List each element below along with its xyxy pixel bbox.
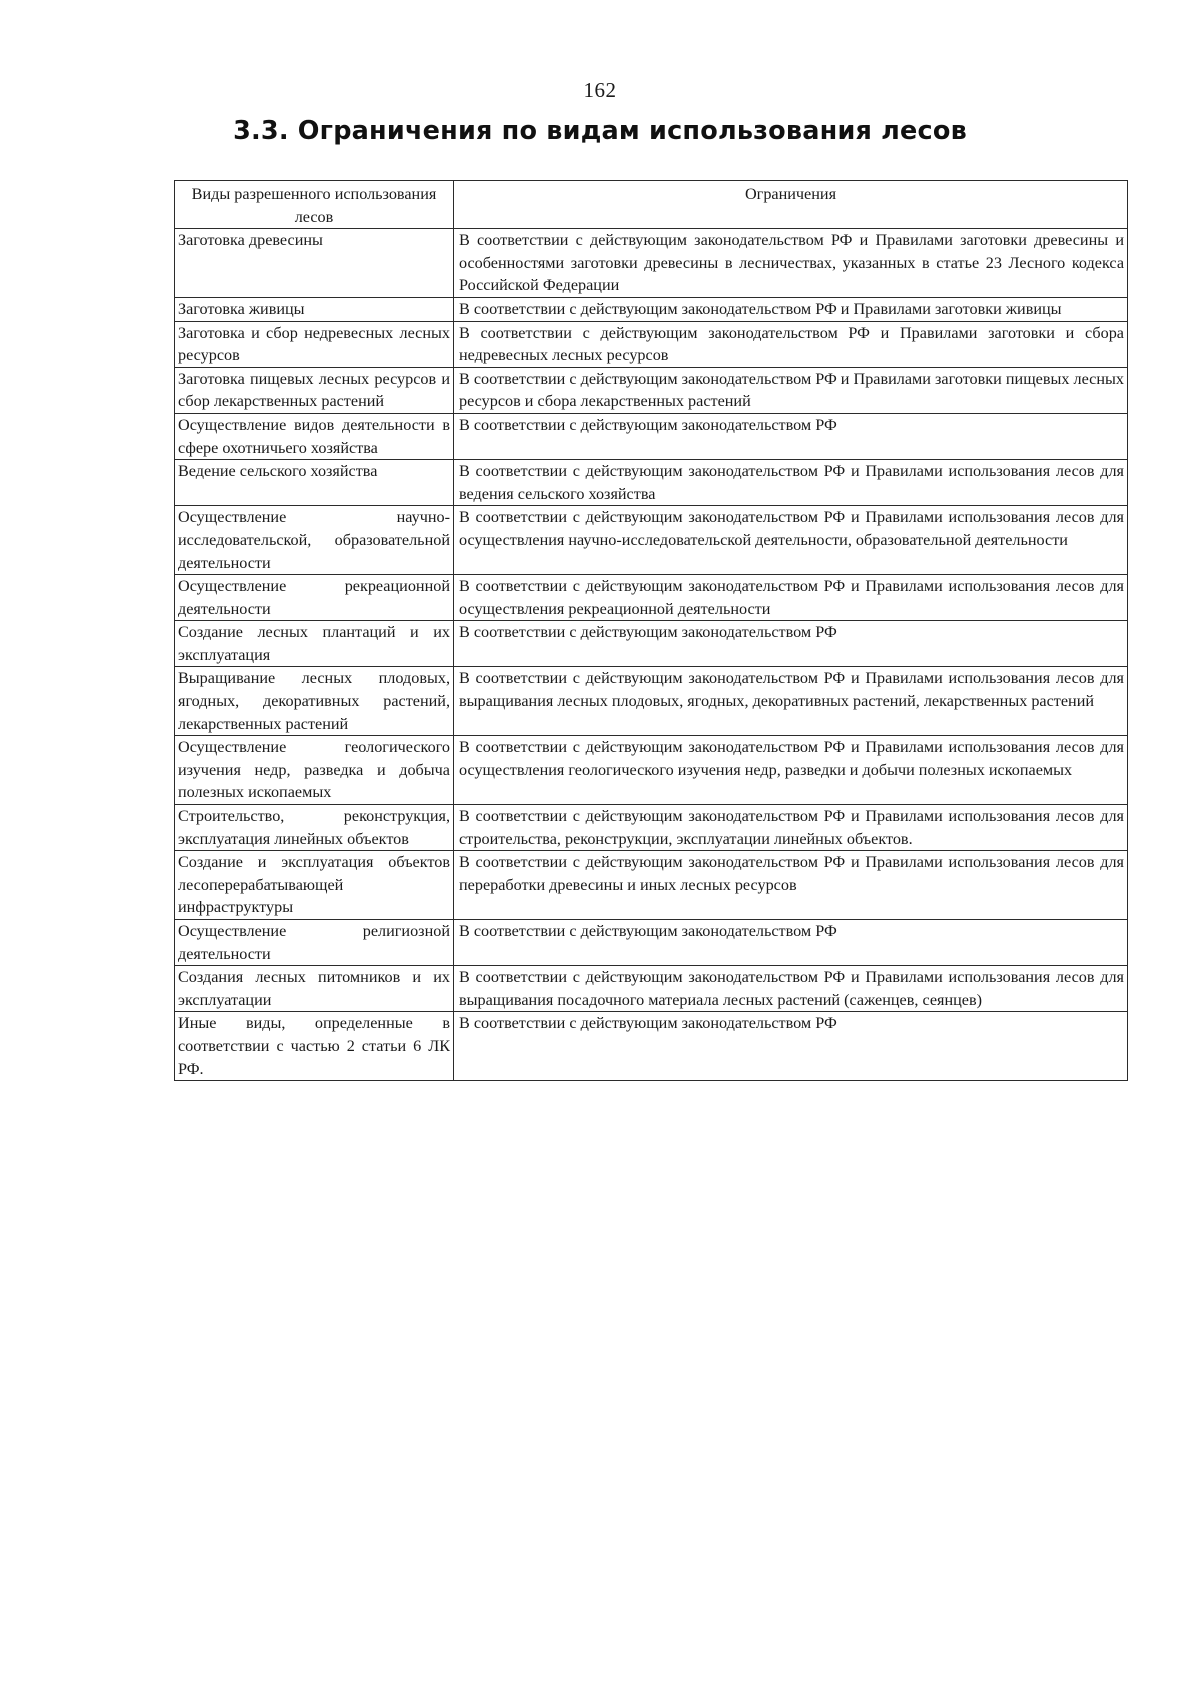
restriction-cell: В соответствии с действующим законодательством РФ и Правилами использования лесов для выращивания лесных плодовых, ягодных, декоративных растений, лекарственных растений <box>454 667 1128 736</box>
restriction-cell: В соответствии с действующим законодательством РФ <box>454 413 1128 459</box>
use-type-cell: Ведение сельского хозяйства <box>175 460 454 506</box>
restriction-cell: В соответствии с действующим законодательством РФ и Правилами заготовки живицы <box>454 297 1128 321</box>
restriction-cell: В соответствии с действующим законодательством РФ и Правилами использования лесов для осуществления геологического изучения недр, разведки и добычи полезных ископаемых <box>454 736 1128 805</box>
table-row <box>175 1012 1128 1081</box>
restriction-cell: В соответствии с действующим законодательством РФ <box>454 1012 1128 1081</box>
table-row <box>175 667 1128 736</box>
table-body <box>175 229 1128 1081</box>
header-use-type: Виды разрешенного использования лесов <box>175 181 454 229</box>
page-title: 3.3. Ограничения по видам использования лесов <box>233 116 967 146</box>
table-row <box>175 805 1128 851</box>
table-row <box>175 575 1128 621</box>
table-row <box>175 413 1128 459</box>
restriction-cell: В соответствии с действующим законодательством РФ и Правилами заготовки древесины и особенностями заготовки древесины в лесничествах, указанных в статье 23 Лесного кодекса Российской Федерации <box>454 229 1128 298</box>
restriction-cell: В соответствии с действующим законодательством РФ и Правилами использования лесов для выращивания посадочного материала лесных растений (саженцев, сеянцев) <box>454 966 1128 1012</box>
table-row <box>175 367 1128 413</box>
restriction-cell: В соответствии с действующим законодательством РФ и Правилами заготовки пищевых лесных ресурсов и сбора лекарственных растений <box>454 367 1128 413</box>
use-type-cell: Заготовка древесины <box>175 229 454 298</box>
restriction-cell: В соответствии с действующим законодательством РФ <box>454 920 1128 966</box>
restriction-cell: В соответствии с действующим законодательством РФ и Правилами использования лесов для осуществления научно-исследовательской деятельности, образовательной деятельности <box>454 506 1128 575</box>
restriction-cell: В соответствии с действующим законодательством РФ и Правилами использования лесов для строительства, реконструкции, эксплуатации линейных объектов. <box>454 805 1128 851</box>
restrictions-table <box>174 180 1128 1081</box>
use-type-cell: Осуществление геологического изучения недр, разведка и добыча полезных ископаемых <box>175 736 454 805</box>
restriction-cell: В соответствии с действующим законодательством РФ и Правилами использования лесов для осуществления рекреационной деятельности <box>454 575 1128 621</box>
header-restriction: Ограничения <box>454 181 1128 229</box>
use-type-cell: Осуществление рекреационной деятельности <box>175 575 454 621</box>
table-row <box>175 297 1128 321</box>
table-row <box>175 966 1128 1012</box>
header-row <box>175 181 1128 229</box>
table-header <box>175 181 1128 229</box>
table-row <box>175 506 1128 575</box>
table-row <box>175 460 1128 506</box>
use-type-cell: Иные виды, определенные в соответствии с частью 2 статьи 6 ЛК РФ. <box>175 1012 454 1081</box>
table-row <box>175 229 1128 298</box>
use-type-cell: Заготовка и сбор недревесных лесных ресурсов <box>175 321 454 367</box>
table-row <box>175 851 1128 920</box>
table-row <box>175 920 1128 966</box>
use-type-cell: Строительство, реконструкция, эксплуатация линейных объектов <box>175 805 454 851</box>
use-type-cell: Заготовка живицы <box>175 297 454 321</box>
use-type-cell: Создания лесных питомников и их эксплуатации <box>175 966 454 1012</box>
restriction-cell: В соответствии с действующим законодательством РФ и Правилами использования лесов для переработки древесины и иных лесных ресурсов <box>454 851 1128 920</box>
table-row <box>175 321 1128 367</box>
use-type-cell: Осуществление религиозной деятельности <box>175 920 454 966</box>
page-number: 162 <box>583 78 617 102</box>
use-type-cell: Осуществление видов деятельности в сфере охотничьего хозяйства <box>175 413 454 459</box>
use-type-cell: Осуществление научно-исследовательской, образовательной деятельности <box>175 506 454 575</box>
restriction-cell: В соответствии с действующим законодательством РФ и Правилами использования лесов для ведения сельского хозяйства <box>454 460 1128 506</box>
table-row <box>175 621 1128 667</box>
use-type-cell: Создание и эксплуатация объектов лесоперерабатывающей инфраструктуры <box>175 851 454 920</box>
restriction-cell: В соответствии с действующим законодательством РФ <box>454 621 1128 667</box>
use-type-cell: Выращивание лесных плодовых, ягодных, декоративных растений, лекарственных растений <box>175 667 454 736</box>
use-type-cell: Заготовка пищевых лесных ресурсов и сбор лекарственных растений <box>175 367 454 413</box>
use-type-cell: Создание лесных плантаций и их эксплуатация <box>175 621 454 667</box>
table-row <box>175 736 1128 805</box>
restriction-cell: В соответствии с действующим законодательством РФ и Правилами заготовки и сбора недревесных лесных ресурсов <box>454 321 1128 367</box>
